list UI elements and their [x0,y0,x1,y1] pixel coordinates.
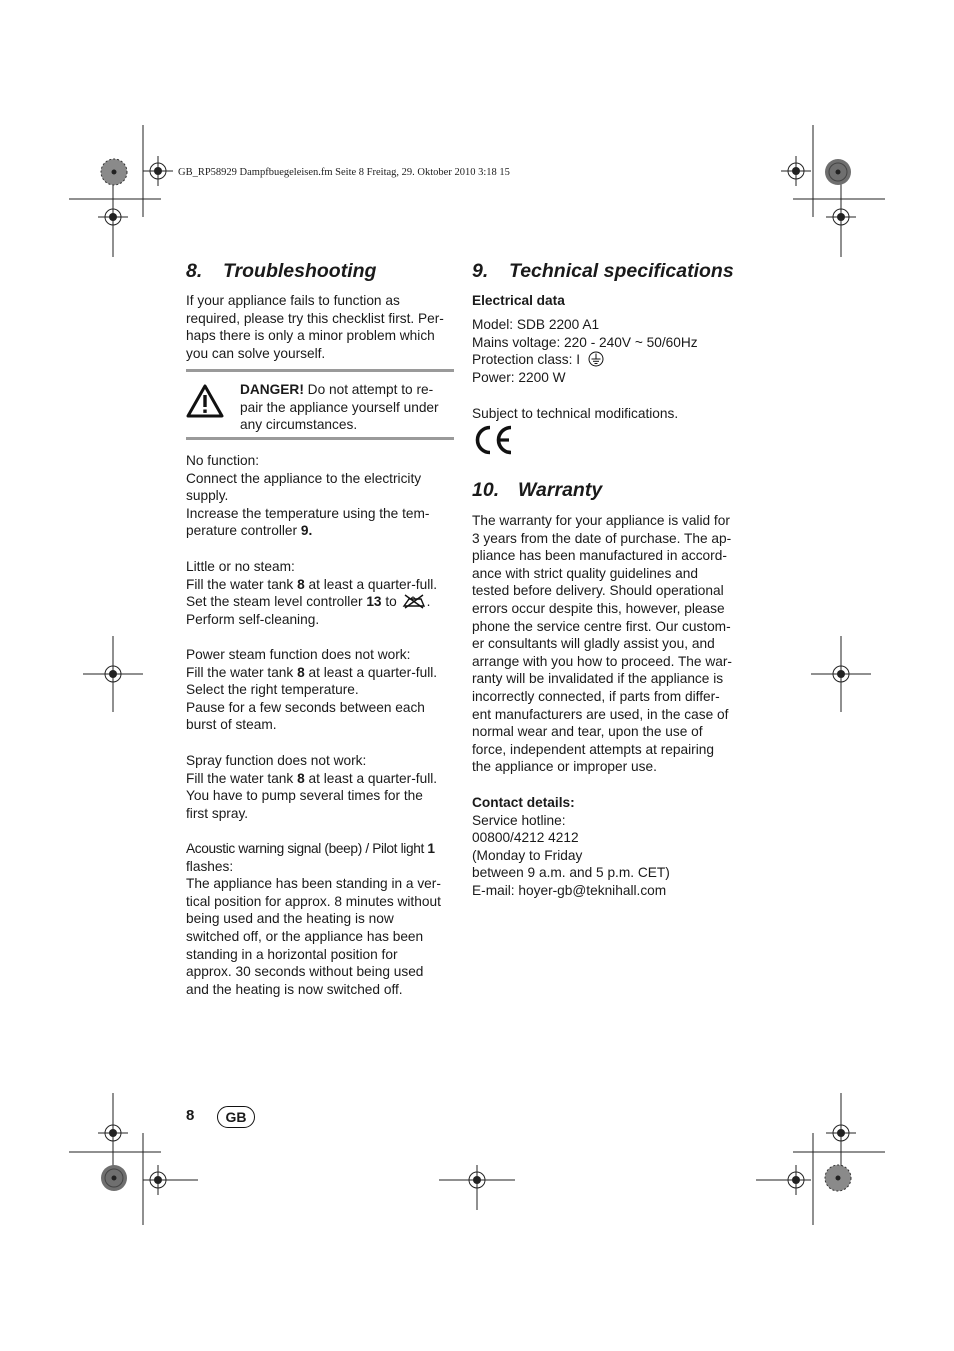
text-line: arrange with you how to proceed. The war- [472,653,732,669]
model: Model: SDB 2200 A1 [472,317,600,332]
registration-mark-icon [98,177,128,257]
text-line: Increase the temperature using the tem- [186,505,430,521]
danger-label: DANGER! [240,382,304,397]
contact-details [472,794,670,900]
registration-mark-icon [826,177,856,257]
text-line: first spray. [186,805,249,821]
electrical-data-heading: Electrical data [472,293,565,308]
text-span: Fill the water tank [186,770,298,786]
text-line: Service hotline: [472,812,566,828]
text-line: The warranty for your appliance is valid for [472,513,730,528]
registration-mark-icon [756,1165,811,1195]
troubleshooting-heading [186,260,376,283]
text-line: force, independent attempts at repairing [472,741,714,757]
ref-number: 1 [427,841,435,856]
text-span: at least a quarter-full. [304,576,438,592]
acoustic-heading: Acoustic warning signal (beep) / Pilot light [186,841,428,856]
text-line: standing in a horizontal position for [186,946,398,962]
danger-line: any circumstances. [240,417,358,433]
starburst-mark-icon [101,1165,127,1191]
text-span: at least a quarter-full. [304,664,438,680]
ref-number: 8 [297,664,305,680]
danger-top-rule [186,369,454,372]
registration-mark-icon [98,1093,128,1173]
ce-mark-icon [472,424,514,456]
no-steam-icon [401,593,427,609]
country-badge: GB [217,1106,255,1128]
text-line: The appliance has been standing in a ver- [186,876,441,892]
starburst-mark-icon [825,159,851,185]
text-line: tested before delivery. Should operational [472,583,724,599]
section-title: Warranty [518,479,603,501]
text-span: to [381,594,401,610]
text-line: normal wear and tear, upon the use of [472,724,703,740]
text-span: perature controller [186,523,301,539]
text-line: Perform self-cleaning. [186,611,320,627]
text-line: tical position for approx. 8 minutes without [186,893,441,909]
intro-line: required, please try this checklist first. Per- [186,310,444,326]
text-line: ranty will be invalidated if the appliance is [472,671,724,687]
no-function-heading: No function: [186,453,260,468]
warranty-heading [472,479,602,502]
section-number: 8. [186,260,203,282]
page-number: 8 [186,1107,195,1124]
acoustic-block [186,840,441,998]
technical-note: Subject to technical modifications. [472,406,679,421]
no-function-block [186,452,429,540]
text-line: er consultants will gladly assist you, and [472,636,715,652]
text-line: being used and the heating is now [186,911,394,927]
text-line: flashes: [186,858,234,874]
registration-mark-icon [811,636,871,712]
text-line: Connect the appliance to the electricity [186,470,422,486]
registration-mark-icon [143,156,173,186]
text-line: and the heating is now switched off. [186,981,403,997]
danger-line: Do not attempt to re- [303,382,434,397]
text-line: Pause for a few seconds between each [186,699,425,715]
text-span: at least a quarter-full. [304,770,438,786]
protection-class: Protection class: I [472,352,581,368]
text-line: pliance has been manufactured in accord- [472,548,727,564]
registration-mark-icon [826,1093,856,1173]
section-number: 9. [472,260,489,282]
power-steam-heading: Power steam function does not work: [186,647,411,662]
text-line: Select the right temperature. [186,682,359,698]
ground-symbol-icon [588,351,604,367]
warning-triangle-icon [186,384,224,418]
text-line: phone the service centre first. Our custom- [472,618,731,634]
section-number: 10. [472,479,500,501]
ref-number: 13 [366,594,382,610]
text-line: (Monday to Friday [472,847,583,863]
intro-line: you can solve yourself. [186,345,326,361]
technical-data [472,316,698,386]
file-header: GB_RP58929 Dampfbuegeleisen.fm Seite 8 Freitag, 29. Oktober 2010 3:18 15 [178,167,510,178]
intro-line: haps there is only a minor problem which [186,328,435,344]
power-steam-block [186,646,437,734]
text-line: the appliance or improper use. [472,759,657,775]
text-line: supply. [186,488,229,504]
technical-heading [472,260,734,283]
starburst-mark-icon [825,1165,851,1191]
email-address[interactable]: E-mail: hoyer-gb@teknihall.com [472,882,667,898]
danger-note [240,381,439,434]
text-line: switched off, or the appliance has been [186,928,424,944]
text-line: between 9 a.m. and 5 p.m. CET) [472,865,670,881]
text-span: Set the steam level controller [186,594,367,610]
mains-voltage: Mains voltage: 220 - 240V ~ 50/60Hz [472,334,698,350]
phone-number: 00800/4212 4212 [472,830,579,846]
text-span: . [426,594,431,610]
text-span: Fill the water tank [186,664,298,680]
little-steam-heading: Little or no steam: [186,559,295,574]
text-line: You have to pump several times for the [186,788,423,804]
text-span: Fill the water tank [186,576,298,592]
warranty-text [472,512,732,776]
registration-mark-icon [143,1165,198,1195]
danger-bottom-rule [186,437,454,440]
intro-line: If your appliance fails to function as [186,293,400,308]
text-line: burst of steam. [186,717,277,733]
spray-block [186,752,437,822]
troubleshooting-intro [186,292,444,362]
contact-heading: Contact details: [472,795,575,810]
text-line: ent manufacturers are used, in the case of [472,706,729,722]
little-steam-block [186,558,437,628]
registration-mark-icon [83,636,143,712]
text-line: 3 years from the date of purchase. The ap- [472,530,732,546]
power: Power: 2200 W [472,369,566,385]
ref-number: 9. [300,523,313,539]
danger-line: pair the appliance yourself under [240,399,439,415]
text-line: ance with strict quality guidelines and [472,565,698,581]
section-title: Troubleshooting [223,260,377,282]
ref-number: 8 [297,770,305,786]
registration-mark-icon [781,156,811,186]
text-line: approx. 30 seconds without being used [186,964,424,980]
registration-mark-icon [439,1165,515,1210]
spray-heading: Spray function does not work: [186,753,367,768]
ref-number: 8 [297,576,305,592]
section-title: Technical specifications [509,260,734,282]
starburst-mark-icon [101,159,127,185]
text-line: errors occur despite this, however, please [472,600,725,616]
text-line: incorrectly connected, if parts from differ- [472,688,720,704]
